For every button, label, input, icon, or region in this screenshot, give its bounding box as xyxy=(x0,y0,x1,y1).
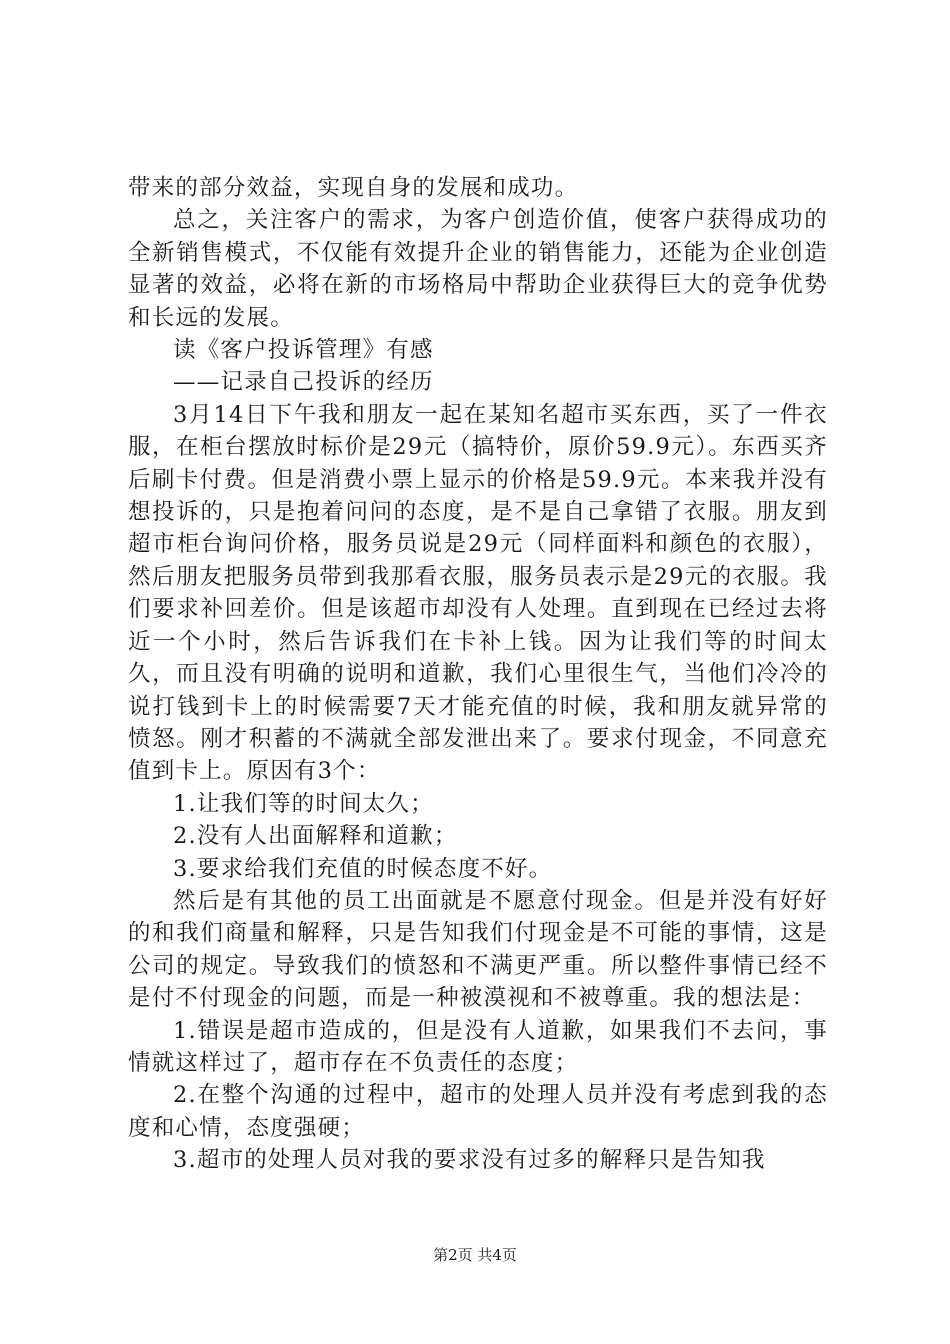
paragraph-story: 3月14日下午我和朋友一起在某知名超市买东西，买了一件衣服，在柜台摆放时标价是29元（搞特价，原价59.9元）。东西买齐后刷卡付费。但是消费小票上显示的价格是59.9元。本来我并没有想投诉的，只是抱着问问的态度，是不是自己拿错了衣服。朋友到超市柜台询问价格，服务员说是29元（同样面料和颜色的衣服），然后朋友把服务员带到我那看衣服，服务员表示是29元的衣服。我们要求补回差价。但是该超市却没有人处理。直到现在已经过去将近一个小时，然后告诉我们在卡补上钱。因为让我们等的时间太久，而且没有明确的说明和道歉，我们心里很生气，当他们冷冷的说打钱到卡上的时候需要7天才能充值的时候，我和朋友就异常的愤怒。刚才积蓄的不满就全部发泄出来了。要求付现金，不同意充值到卡上。原因有3个： xyxy=(128,401,828,785)
document-body xyxy=(128,172,828,1177)
thought-item-3: 3.超市的处理人员对我的要求没有过多的解释只是告知我 xyxy=(173,1147,766,1174)
paragraph-continuation: 带来的部分效益，实现自身的发展和成功。 xyxy=(128,175,579,201)
reason-item-3: 3.要求给我们充值的时候态度不好。 xyxy=(173,855,553,882)
reason-item-2: 2.没有人出面解释和道歉； xyxy=(173,823,458,850)
article-title: 读《客户投诉管理》有感 xyxy=(173,337,434,364)
paragraph-summary: 总之，关注客户的需求，为客户创造价值，使客户获得成功的全新销售模式，不仅能有效提升企业的销售能力，还能为企业创造显著的效益，必将在新的市场格局中帮助企业获得巨大的竞争优势和长远的发展。 xyxy=(128,207,828,331)
page-number-footer: 第2页 共4页 xyxy=(433,1246,517,1264)
paragraph-followup: 然后是有其他的员工出面就是不愿意付现金。但是并没有好好的和我们商量和解释，只是告知我们付现金是不可能的事情，这是公司的规定。导致我们的愤怒和不满更严重。所以整件事情已经不是付不付现金的问题，而是一种被漠视和不被尊重。我的想法是： xyxy=(128,887,828,1012)
reason-item-1: 1.让我们等的时间太久； xyxy=(173,790,434,817)
article-subtitle: ——记录自己投诉的经历 xyxy=(173,369,434,396)
thought-item-1: 1.错误是超市造成的，但是没有人道歉，如果我们不去问，事情就这样过了，超市存在不负责任的态度； xyxy=(128,1017,828,1076)
thought-item-2: 2.在整个沟通的过程中，超市的处理人员并没有考虑到我的态度和心情，态度强硬； xyxy=(128,1082,828,1141)
